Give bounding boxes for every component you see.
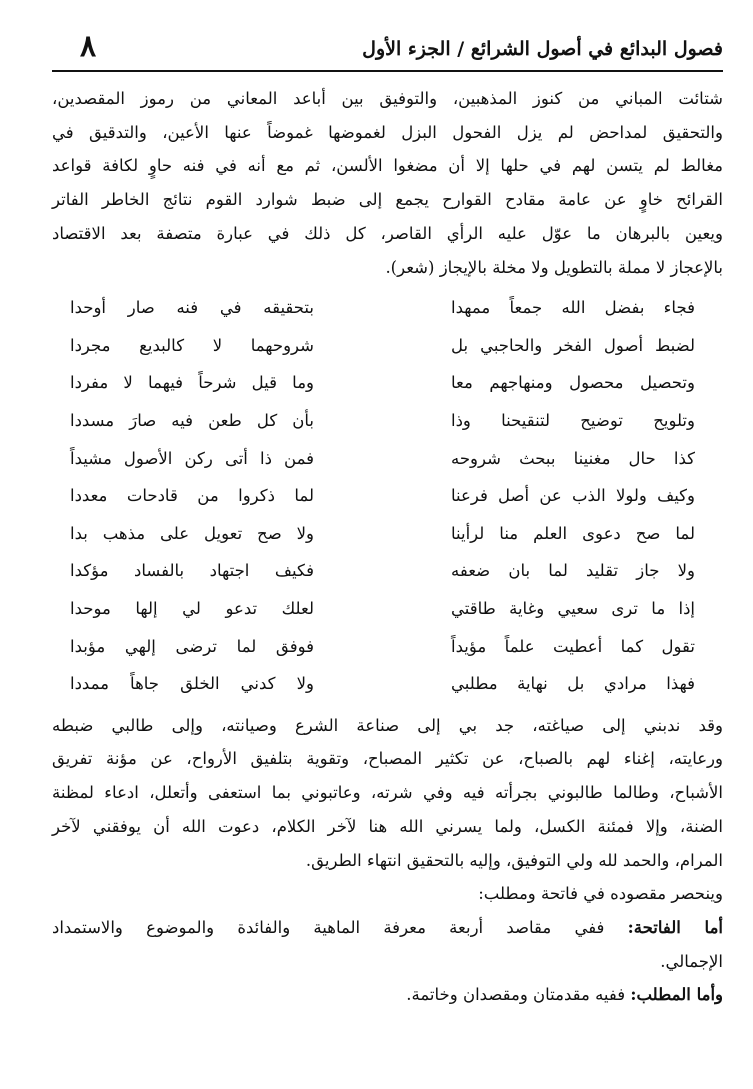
verse-first-hemistich: وتلويح توضيح لتنقيحنا وذا (451, 411, 695, 430)
page-body (52, 82, 723, 1012)
verse-second-hemistich: بتحقيقه في فنه صار أوحدا (70, 298, 314, 318)
verse-first-hemistich: كذا حال مغنينا ببحث شروحه (451, 448, 695, 468)
intro-paragraph (52, 82, 723, 284)
poem-verse (52, 364, 723, 402)
fatiha-text: ففي مقاصد أربعة معرفة الماهية والفائدة والموضوع والاستمداد (52, 917, 605, 937)
poem-verse (52, 628, 723, 666)
poem-verse (52, 515, 723, 553)
verse-second-hemistich: ولا كدني الخلق جاهاً ممددا (70, 674, 314, 694)
closing-paragraph (52, 709, 723, 878)
text-line: مغالط لم يتسن لهم في حلها إلا أن مضغوا الألسن، ثم مع أنه في فنه حاوٍ لكافة قواعد (52, 156, 723, 176)
verse-first-hemistich: وتحصيل محصول ومنهاجهم معا (451, 373, 695, 393)
poem-verse (52, 477, 723, 515)
fatiha-continuation: الإجمالي. (660, 951, 723, 971)
verse-first-hemistich: فهذا مرادي بل نهاية مطلبي (451, 674, 695, 694)
verse-first-hemistich: إذا ما ترى سعيي وغاية طاقتي (451, 598, 695, 618)
text-line: ويعين بالبرهان ما عوّل عليه الرأي القاصر، كل ذلك في عبارة متصفة بعد الاقتصاد (52, 223, 723, 243)
poem-verse (52, 552, 723, 590)
page-header (52, 28, 723, 72)
poem-verse (52, 590, 723, 628)
text-line: القرائح خاوٍ عن عامة مقادح القوارح يجمع إلى ضبط شوارد القوم نتائج الخاطر الفاتر (52, 190, 724, 210)
verse-first-hemistich: لضبط أصول الفخر والحاجبي بل (451, 335, 695, 355)
fatiha-label: أما الفاتحة: (627, 917, 723, 937)
verse-second-hemistich: بأن كل طعن فيه صارَ مسددا (70, 411, 314, 430)
verse-first-hemistich: فجاء بفضل الله جمعاً ممهدا (451, 298, 695, 318)
poem-verse (52, 402, 723, 440)
verse-second-hemistich: وما قيل شرحاً فيهما لا مفردا (70, 373, 314, 393)
verse-first-hemistich: ولا جاز تقليد لما بان ضعفه (451, 561, 695, 581)
matlab-text: ففيه مقدمتان ومقصدان وخاتمة. (406, 985, 626, 1005)
verse-second-hemistich: ولا صح تعويل على مذهب بدا (70, 523, 314, 543)
poem (52, 289, 723, 703)
verse-first-hemistich: تقول كما أعطيت علماً مؤيداً (451, 636, 695, 656)
page-number: ٨ (80, 29, 97, 64)
poem-verse (52, 289, 723, 327)
text-line: الضنة، وإلا فمئنة الكسل، ولما يسرني الله هنا لآخر الكلام، دعوت الله أن يوفقني لآخر (52, 816, 723, 836)
text-line: ورعايته، إغناء لهم بالصباح، عن تكثير المصباح، وتقوية بتلفيق الأرواح، عن مؤنة تفريق (52, 749, 723, 769)
verse-second-hemistich: لعلك تدعو لي إلها موحدا (70, 598, 314, 618)
verse-second-hemistich: فمن ذا أتى ركن الأصول مشيداً (70, 448, 314, 468)
verse-second-hemistich: شروحهما لا كالبديع مجردا (70, 335, 314, 355)
running-title: فصول البدائع في أصول الشرائع / الجزء الأول (362, 38, 723, 60)
text-line: بالإعجاز لا مملة بالتطويل ولا مخلة بالإيجاز (شعر). (385, 257, 723, 277)
text-line: المرام، والحمد لله ولي التوفيق، وإليه بالتحقيق انتهاء الطريق. (305, 850, 723, 870)
verse-second-hemistich: لما ذكروا من قادحات معددا (70, 486, 314, 506)
fatiha-line (52, 911, 723, 945)
poem-verse (52, 665, 723, 703)
verse-second-hemistich: فوفق لما ترضى إلهي مؤبدا (70, 636, 314, 656)
text-line: وقد ندبني إلى صياغته، جد بي إلى صناعة الشرع وصيانته، وإلى طالبي ضبطه (52, 715, 723, 735)
verse-first-hemistich: لما صح دعوى العلم منا لرأينا (451, 523, 695, 543)
text-line: شتائت المباني من كنوز المذهبين، والتوفيق بين أباعد المعاني من رموز المقصدين، (52, 89, 723, 108)
matlab-label: وأما المطلب: (630, 985, 723, 1005)
summary-line: وينحصر مقصوده في فاتحة ومطلب: (478, 884, 723, 904)
verse-second-hemistich: فكيف اجتهاد بالفساد مؤكدا (70, 561, 314, 581)
matlab-line (52, 978, 723, 1012)
poem-verse (52, 440, 723, 478)
poem-verse (52, 327, 723, 365)
text-line: الأشباح، وطالما طالبوني بجرأته فيه وفي شرته، وعاتبوني بما استعفى وأتعلل، ادعاء لمظنة (52, 783, 723, 803)
text-line: والتحقيق لمداحض لم يزل الفحول البزل لغموضها غموضاً عنها الأعين، والتدقيق في (52, 122, 723, 142)
verse-first-hemistich: وكيف ولولا الذب عن أصل فرعنا (451, 486, 695, 506)
